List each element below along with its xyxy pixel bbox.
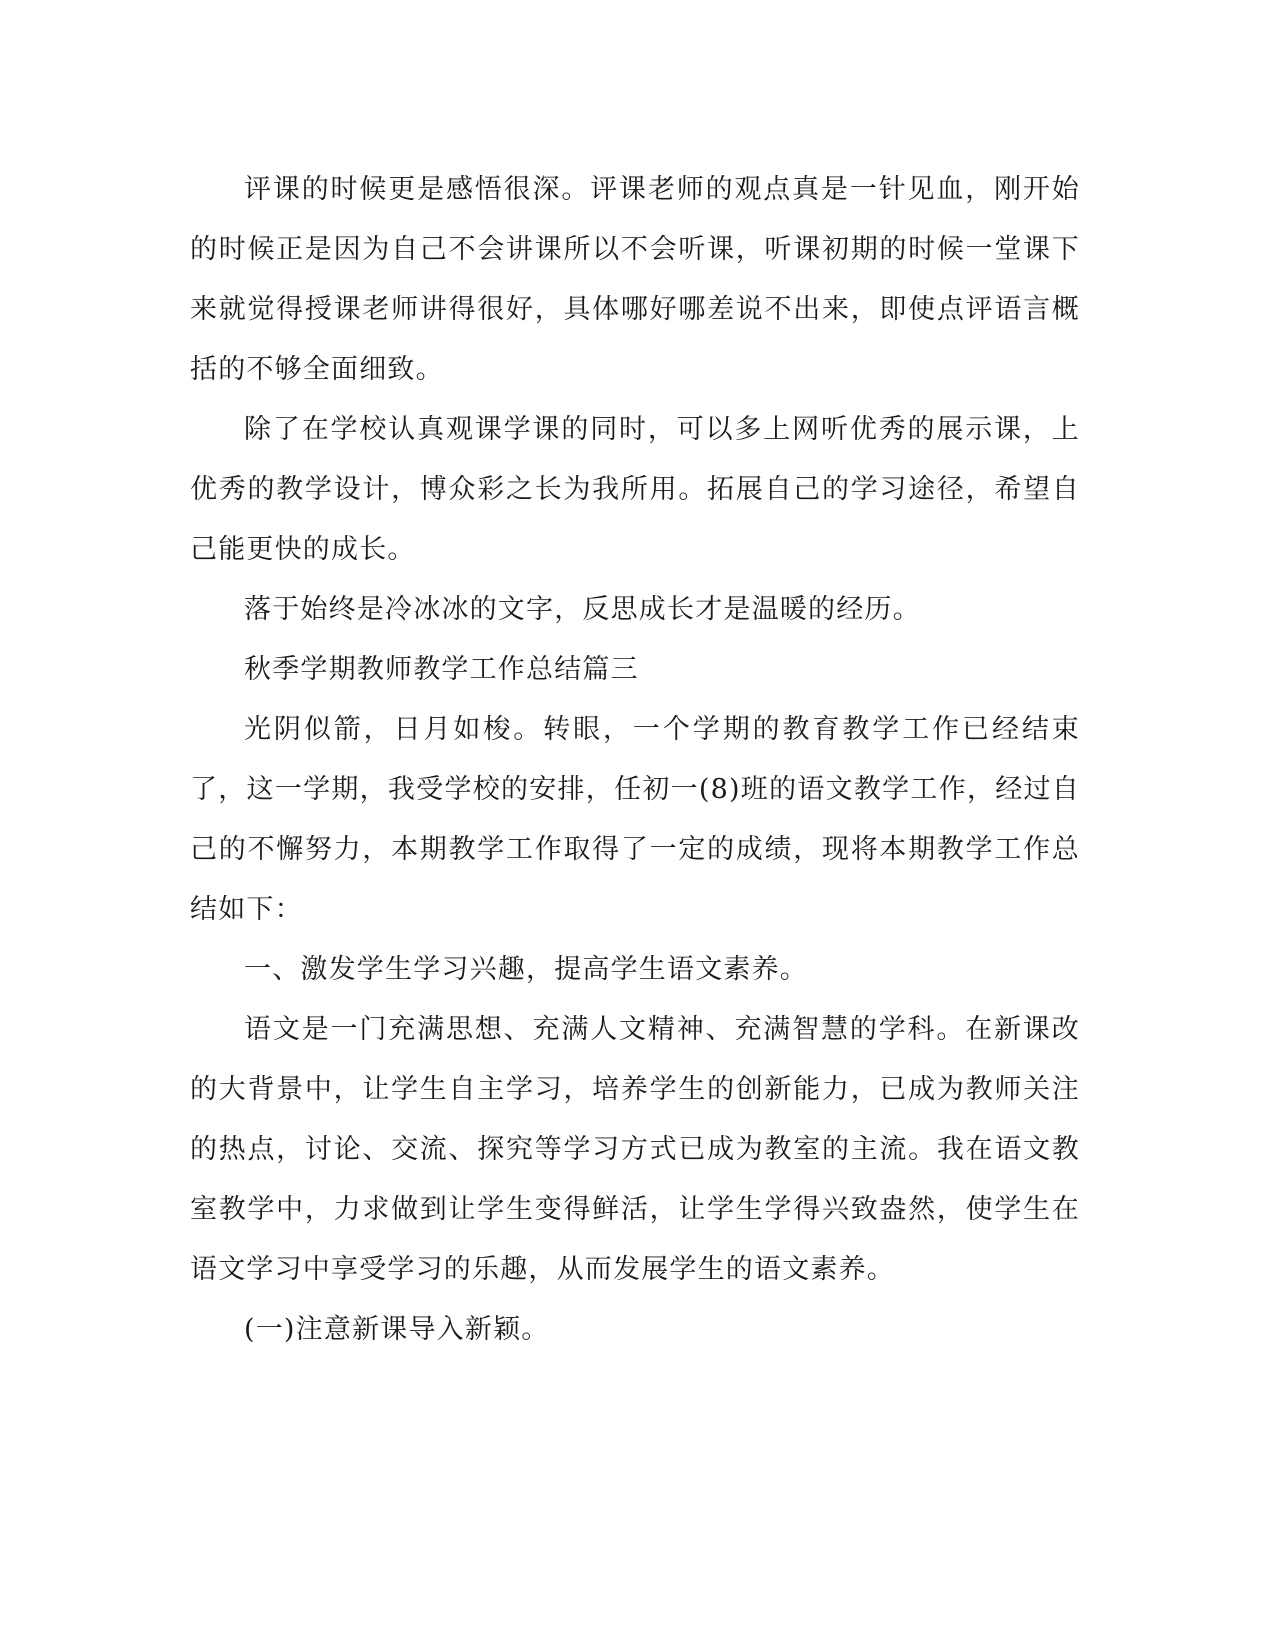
section-heading: 秋季学期教师教学工作总结篇三 — [244, 654, 639, 685]
paragraph-chinese-subject: 语文是一门充满思想、充满人文精神、充满智慧的学科。在新课改的大背景中，让学生自主学习，培养学生的创新能力，已成为教师关注的热点，讨论、交流、探究等学习方式已成为教室的主流。我在语文教室教学中，力求做到让学生变得鲜活，让学生学得兴致盎然，使学生在语文学习中享受学习的乐趣，从而发展学生的语文素养。 — [190, 1014, 1080, 1285]
paragraph-reflection: 落于始终是冷冰冰的文字，反思成长才是温暖的经历。 — [244, 594, 921, 625]
subheading-interest: 一、激发学生学习兴趣，提高学生语文素养。 — [244, 954, 808, 985]
subheading-new-lesson: (一)注意新课导入新颖。 — [244, 1314, 550, 1345]
paragraph-intro: 光阴似箭，日月如梭。转眼，一个学期的教育教学工作已经结束了，这一学期，我受学校的安排，任初一(8)班的语文教学工作，经过自己的不懈努力，本期教学工作取得了一定的成绩，现将本期教学工作总结如下： — [190, 714, 1080, 925]
paragraph-online-learning: 除了在学校认真观课学课的同时，可以多上网听优秀的展示课，上优秀的教学设计，博众彩之长为我所用。拓展自己的学习途径，希望自己能更快的成长。 — [190, 414, 1080, 565]
paragraph-review: 评课的时候更是感悟很深。评课老师的观点真是一针见血，刚开始的时候正是因为自己不会讲课所以不会听课，听课初期的时候一堂课下来就觉得授课老师讲得很好，具体哪好哪差说不出来，即使点评语言概括的不够全面细致。 — [190, 174, 1080, 385]
document-body — [190, 160, 1080, 1360]
